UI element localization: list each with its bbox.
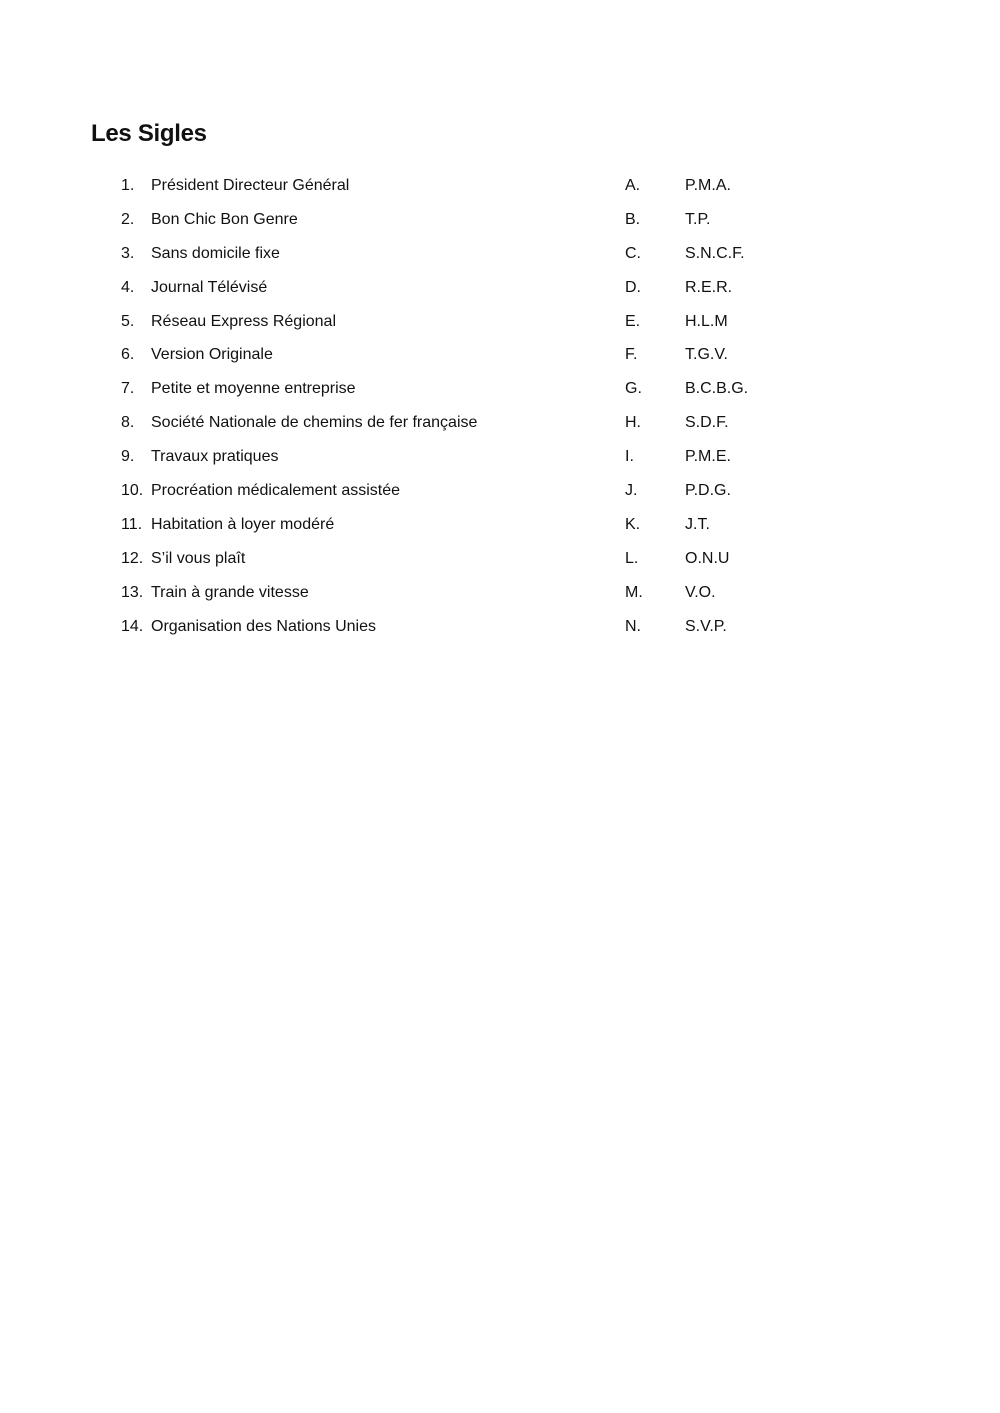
answer-acronym: S.D.F.	[685, 414, 729, 432]
item-number: 7.	[121, 380, 135, 398]
answer-acronym: P.M.E.	[685, 448, 731, 466]
answer-letter: K.	[625, 515, 641, 533]
item-number: 4.	[121, 278, 135, 296]
item-number: 10.	[121, 482, 144, 500]
list-item	[0, 241, 1000, 275]
answer-letter: G.	[625, 380, 642, 398]
answer-acronym: P.M.A.	[685, 177, 731, 194]
answer-acronym: R.E.R.	[685, 278, 733, 296]
item-term: Train à grande vitesse	[151, 583, 309, 601]
answer-letter: M.	[625, 583, 643, 601]
answer-letter: D.	[625, 278, 641, 296]
item-number: 2.	[121, 210, 135, 228]
item-term: Société Nationale de chemins de fer française	[151, 414, 478, 432]
answer-letter: F.	[625, 346, 638, 364]
answer-letter: I.	[625, 448, 634, 466]
answer-acronym: J.T.	[685, 515, 710, 533]
item-term: Travaux pratiques	[151, 448, 279, 466]
answer-letter: A.	[625, 177, 641, 194]
list-item	[0, 444, 1000, 478]
answer-letter: E.	[625, 312, 641, 330]
answer-letter: J.	[625, 482, 638, 500]
item-term: Organisation des Nations Unies	[151, 617, 377, 635]
answer-acronym: S.N.C.F.	[685, 244, 745, 262]
item-number: 11.	[121, 515, 143, 533]
answer-letter: N.	[625, 617, 641, 635]
item-term: Procréation médicalement assistée	[151, 482, 401, 500]
answer-acronym: O.N.U	[685, 549, 730, 567]
list-item	[0, 376, 1000, 410]
item-term: Bon Chic Bon Genre	[151, 210, 298, 228]
list-item	[0, 309, 1000, 343]
item-term: Petite et moyenne entreprise	[151, 380, 356, 398]
item-number: 9.	[121, 448, 135, 466]
list-item	[0, 342, 1000, 376]
item-term: S’il vous plaît	[151, 549, 246, 567]
list-item	[0, 275, 1000, 309]
answer-acronym: T.P.	[685, 210, 711, 228]
answer-acronym: V.O.	[685, 583, 716, 601]
answer-letter: L.	[625, 549, 639, 567]
item-term: Version Originale	[151, 346, 273, 364]
list-item	[0, 512, 1000, 546]
item-term: Réseau Express Régional	[151, 312, 336, 330]
list-item	[0, 546, 1000, 580]
answer-letter: B.	[625, 210, 641, 228]
answer-letter: C.	[625, 244, 641, 262]
list-item	[0, 173, 1000, 207]
item-number: 3.	[121, 244, 135, 262]
answer-letter: H.	[625, 414, 641, 432]
item-term: Président Directeur Général	[151, 177, 350, 194]
page-title: Les Sigles	[91, 120, 207, 147]
item-number: 8.	[121, 414, 135, 432]
answer-acronym: P.D.G.	[685, 482, 731, 500]
item-number: 6.	[121, 346, 135, 364]
list-item	[0, 410, 1000, 444]
answer-acronym: H.L.M	[685, 312, 728, 330]
item-term: Journal Télévisé	[151, 278, 268, 296]
item-number: 1.	[121, 177, 135, 194]
answer-acronym: T.G.V.	[685, 346, 728, 364]
list-item	[0, 207, 1000, 241]
answer-acronym: S.V.P.	[685, 617, 727, 635]
list-item	[0, 478, 1000, 512]
item-number: 5.	[121, 312, 135, 330]
list-item	[0, 614, 1000, 648]
matching-list	[0, 173, 1000, 647]
item-number: 13.	[121, 583, 144, 601]
answer-acronym: B.C.B.G.	[685, 380, 749, 398]
item-number: 12.	[121, 549, 144, 567]
item-number: 14.	[121, 617, 144, 635]
list-item	[0, 580, 1000, 614]
item-term: Sans domicile fixe	[151, 244, 280, 262]
item-term: Habitation à loyer modéré	[151, 515, 335, 533]
